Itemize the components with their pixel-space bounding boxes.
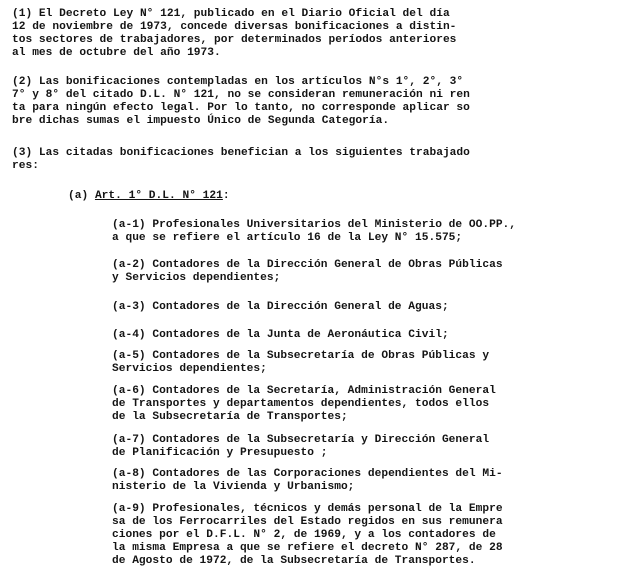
item-line: Servicios dependientes; bbox=[112, 363, 267, 375]
item-line: de Agosto de 1972, de la Subsecretaría de Transportes. bbox=[112, 555, 476, 567]
paragraph-line: 7° y 8° del citado D.L. N° 121, no se consideran remuneración ni ren bbox=[12, 89, 470, 101]
paragraph-line: 12 de noviembre de 1973, concede diversas bonificaciones a distin- bbox=[12, 21, 457, 33]
item-line: de Transportes y departamentos dependientes, todos ellos bbox=[112, 398, 490, 410]
section-label: (a) bbox=[68, 190, 89, 202]
paragraph-line: res: bbox=[12, 160, 39, 172]
item-line: a que se refiere el artículo 16 de la Ley N° 15.575; bbox=[112, 232, 463, 244]
paragraph-line: (1) El Decreto Ley N° 121, publicado en el Diario Oficial del día bbox=[12, 8, 450, 20]
item-line: sa de los Ferrocarriles del Estado regidos en sus remunera bbox=[112, 516, 503, 528]
item-line: (a-3) Contadores de la Dirección General de Aguas; bbox=[112, 301, 449, 313]
item-line: (a-8) Contadores de las Corporaciones dependientes del Mi- bbox=[112, 468, 503, 480]
item-line: (a-4) Contadores de la Junta de Aeronáutica Civil; bbox=[112, 329, 449, 341]
section-title: Art. 1° D.L. N° 121 bbox=[94, 190, 223, 202]
paragraph-line: (3) Las citadas bonificaciones benefician a los siguientes trabajado bbox=[12, 147, 470, 159]
item-line: de Planificación y Presupuesto ; bbox=[112, 447, 328, 459]
item-line: de la Subsecretaría de Transportes; bbox=[112, 411, 348, 423]
section-a-heading bbox=[68, 190, 230, 203]
paragraph-line: (2) Las bonificaciones contempladas en los artículos N°s 1°, 2°, 3° bbox=[12, 76, 464, 88]
item-line: (a-7) Contadores de la Subsecretaría y Dirección General bbox=[112, 434, 490, 446]
paragraph-line: ta para ningún efecto legal. Por lo tanto, no corresponde aplicar so bbox=[12, 102, 470, 114]
item-line: la misma Empresa a que se refiere el decreto N° 287, de 28 bbox=[112, 542, 503, 554]
paragraph-line: tos sectores de trabajadores, por determinados períodos anteriores bbox=[12, 34, 457, 46]
item-line: (a-6) Contadores de la Secretaría, Administración General bbox=[112, 385, 496, 397]
item-line: ciones por el D.F.L. N° 2, de 1969, y a los contadores de bbox=[112, 529, 496, 541]
item-line: (a-9) Profesionales, técnicos y demás personal de la Empre bbox=[112, 503, 503, 515]
paragraph-line: bre dichas sumas el impuesto Único de Segunda Categoría. bbox=[12, 115, 390, 127]
item-line: y Servicios dependientes; bbox=[112, 272, 281, 284]
item-line: (a-1) Profesionales Universitarios del Ministerio de OO.PP., bbox=[112, 219, 517, 231]
item-line: nisterio de la Vivienda y Urbanismo; bbox=[112, 481, 355, 493]
item-line: (a-2) Contadores de la Dirección General de Obras Públicas bbox=[112, 259, 503, 271]
paragraph-line: al mes de octubre del año 1973. bbox=[12, 47, 221, 59]
item-line: (a-5) Contadores de la Subsecretaría de Obras Públicas y bbox=[112, 350, 490, 362]
section-title-punct: : bbox=[222, 190, 230, 202]
